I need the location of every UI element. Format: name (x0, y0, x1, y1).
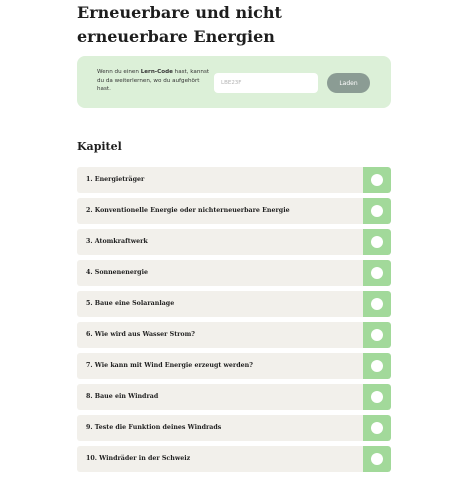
learn-code-box (77, 56, 391, 108)
chapter-item[interactable] (77, 229, 391, 255)
chapters-heading: Kapitel (77, 140, 122, 153)
chapter-status (363, 322, 391, 348)
circle-status-icon (371, 205, 383, 217)
page-title: Erneuerbare und nicht erneuerbare Energien (77, 3, 282, 46)
chapter-label: 8. Baue ein Windrad (86, 393, 159, 400)
chapter-status (363, 167, 391, 193)
chapter-label: 9. Teste die Funktion deines Windrads (86, 424, 222, 431)
circle-status-icon (371, 422, 383, 434)
circle-status-icon (371, 267, 383, 279)
chapter-label: 6. Wie wird aus Wasser Strom? (86, 331, 195, 338)
learn-code-text-bold: Lern-Code (140, 69, 173, 75)
chapter-list (77, 167, 391, 477)
chapter-status (363, 291, 391, 317)
chapter-item[interactable] (77, 415, 391, 441)
chapter-status (363, 260, 391, 286)
circle-status-icon (371, 453, 383, 465)
chapter-item[interactable] (77, 384, 391, 410)
learn-code-input[interactable] (214, 73, 318, 93)
chapter-label: 3. Atomkraftwerk (86, 238, 148, 245)
circle-status-icon (371, 174, 383, 186)
chapter-status (363, 353, 391, 379)
chapter-status (363, 446, 391, 472)
chapter-item[interactable] (77, 291, 391, 317)
learn-code-instructions (97, 68, 215, 94)
chapter-label: 7. Wie kann mit Wind Energie erzeugt werden? (86, 362, 253, 369)
load-button[interactable]: Laden (327, 73, 370, 93)
chapter-item[interactable] (77, 322, 391, 348)
chapter-item[interactable] (77, 198, 391, 224)
chapter-status (363, 198, 391, 224)
circle-status-icon (371, 329, 383, 341)
chapter-item[interactable] (77, 260, 391, 286)
chapter-status (363, 229, 391, 255)
chapter-item[interactable] (77, 353, 391, 379)
learn-code-text-after: hast, kannst du da weiterlernen, wo du aufgehört hast. (97, 69, 210, 93)
circle-status-icon (371, 298, 383, 310)
chapter-label: 2. Konventionelle Energie oder nichterneuerbare Energie (86, 207, 290, 214)
chapter-status (363, 384, 391, 410)
chapter-label: 4. Sonnenenergie (86, 269, 148, 276)
chapter-label: 1. Energieträger (86, 176, 145, 183)
chapter-label: 10. Windräder in der Schweiz (86, 455, 191, 462)
learn-code-text-before: Wenn du einen (97, 69, 141, 75)
circle-status-icon (371, 236, 383, 248)
chapter-item[interactable] (77, 446, 391, 472)
chapter-item[interactable] (77, 167, 391, 193)
circle-status-icon (371, 360, 383, 372)
circle-status-icon (371, 391, 383, 403)
chapter-status (363, 415, 391, 441)
chapter-label: 5. Baue eine Solaranlage (86, 300, 175, 307)
